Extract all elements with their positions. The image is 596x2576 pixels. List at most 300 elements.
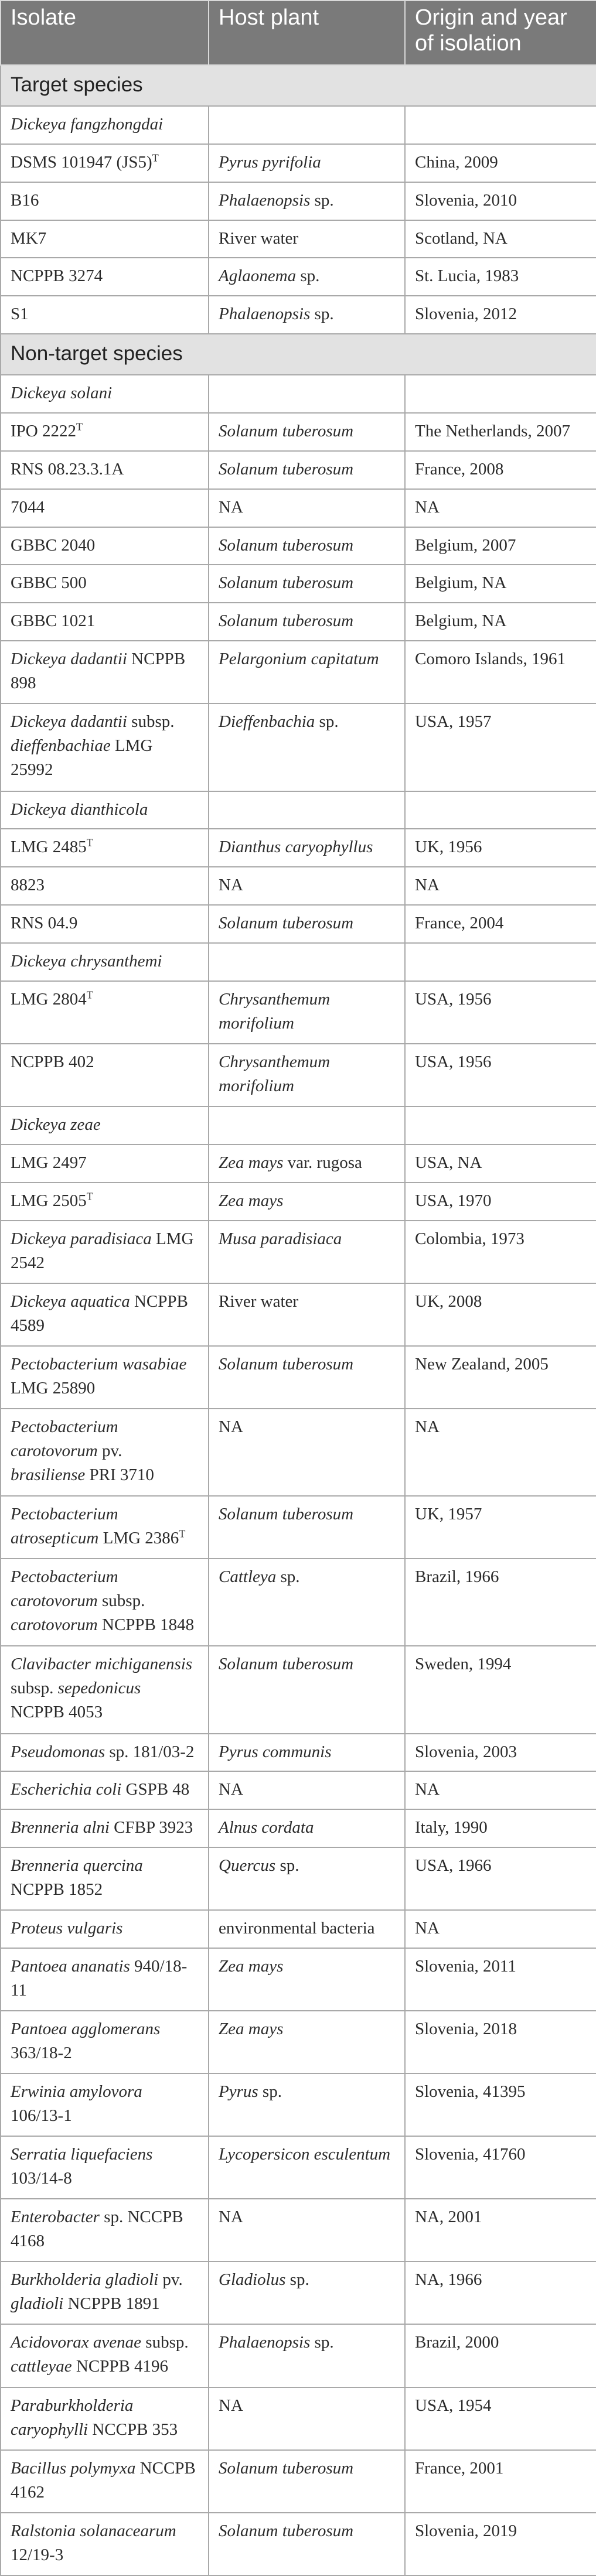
cell-text: NCPPB 4196 (71, 2357, 169, 2376)
table-row (1, 2199, 596, 2261)
origin-cell: Slovenia, 2010 (405, 182, 596, 220)
cell-text: Brenneria quercina (11, 1856, 143, 1875)
origin-cell (405, 106, 596, 144)
cell-text: LMG 25992 (11, 736, 153, 780)
table-row (1, 2450, 596, 2513)
isolate-cell (1, 943, 209, 981)
cell-text: sp. (258, 2082, 282, 2102)
cell-text: Solanum tuberosum (219, 1504, 354, 1523)
isolate-cell (1, 413, 209, 451)
origin-cell: Comoro Islands, 1961 (405, 641, 596, 703)
type-strain-mark: T (152, 152, 159, 164)
table-row (1, 943, 596, 981)
isolate-cell (1, 1283, 209, 1346)
table-row (1, 296, 596, 334)
cell-text: NCCPB 353 (88, 2420, 178, 2439)
origin-cell: NA, 1966 (405, 2261, 596, 2324)
cell-text: 940/18-11 (11, 1957, 188, 2000)
isolate-cell (1, 641, 209, 703)
table-row (1, 1496, 596, 1559)
table-row (1, 1106, 596, 1144)
cell-text: Solanum tuberosum (219, 914, 354, 933)
cell-text: Musa paradisiaca (219, 1229, 342, 1248)
host-plant-cell (209, 220, 405, 258)
cell-text: subsp. (127, 712, 175, 732)
table-row (1, 1559, 596, 1646)
table-row (1, 1809, 596, 1847)
host-plant-cell (209, 1221, 405, 1283)
cell-text: Dickeya chrysanthemi (11, 951, 162, 971)
cell-text: environmental bacteria (219, 1919, 375, 1938)
host-plant-cell (209, 1044, 405, 1106)
cell-text: 106/13-1 (11, 2106, 72, 2126)
origin-cell: Scotland, NA (405, 220, 596, 258)
table-row (1, 106, 596, 144)
section-row (1, 65, 596, 106)
cell-text: Dickeya dadantii (11, 712, 127, 732)
origin-cell: Slovenia, 41760 (405, 2136, 596, 2199)
host-plant-cell (209, 451, 405, 489)
table-row (1, 2011, 596, 2073)
host-plant-cell (209, 641, 405, 703)
origin-cell: Slovenia, 41395 (405, 2073, 596, 2136)
cell-text: sp. (275, 1856, 299, 1875)
origin-cell: Slovenia, 2011 (405, 1948, 596, 2011)
isolate-cell (1, 981, 209, 1044)
host-plant-cell (209, 1144, 405, 1183)
host-plant-cell (209, 1809, 405, 1847)
isolate-cell (1, 2136, 209, 2199)
cell-text: CFBP 3923 (109, 1818, 193, 1837)
origin-cell: NA (405, 867, 596, 905)
host-plant-cell (209, 1346, 405, 1409)
origin-cell: Slovenia, 2003 (405, 1734, 596, 1772)
host-plant-cell (209, 258, 405, 296)
cell-text: Solanum tuberosum (219, 2521, 354, 2540)
cell-text: sepedonicus (57, 1679, 141, 1698)
origin-cell: France, 2001 (405, 2450, 596, 2513)
cell-text: Pantoea agglomerans (11, 2020, 161, 2039)
table-body (1, 65, 596, 2575)
isolate-cell (1, 1183, 209, 1221)
cell-text: sp. (310, 2333, 334, 2352)
isolate-cell (1, 296, 209, 334)
cell-text: Solanum tuberosum (219, 573, 354, 593)
cell-text: NCPPB 898 (11, 650, 186, 693)
section-label: Non-target species (1, 334, 596, 375)
origin-cell: Belgium, 2007 (405, 527, 596, 565)
cell-text: Serratia liquefaciens (11, 2145, 153, 2164)
isolate-cell (1, 1221, 209, 1283)
table-row (1, 981, 596, 1044)
cell-text: pv. (97, 1441, 122, 1460)
origin-cell: NA (405, 489, 596, 527)
table-row (1, 1283, 596, 1346)
cell-text: Pectobacterium atrosepticum (11, 1504, 118, 1547)
host-plant-cell (209, 1771, 405, 1809)
origin-cell (405, 791, 596, 829)
host-plant-cell (209, 296, 405, 334)
cell-text: GBBC 2040 (11, 535, 96, 555)
host-plant-cell (209, 1646, 405, 1733)
isolate-cell (1, 220, 209, 258)
host-plant-cell (209, 703, 405, 791)
isolate-cell (1, 603, 209, 641)
origin-cell: Colombia, 1973 (405, 1221, 596, 1283)
cell-text: Solanum tuberosum (219, 1354, 354, 1374)
host-plant-cell (209, 1734, 405, 1772)
cell-text: Brenneria alni (11, 1818, 110, 1837)
cell-text: Pantoea ananatis (11, 1957, 130, 1976)
cell-text: sp. (276, 1567, 300, 1587)
isolate-cell (1, 905, 209, 943)
cell-text: NA (219, 1417, 243, 1436)
table-row (1, 413, 596, 451)
isolate-cell (1, 1106, 209, 1144)
isolate-cell (1, 527, 209, 565)
host-plant-cell (209, 106, 405, 144)
cell-text: GSPB 48 (121, 1780, 190, 1799)
cell-text: Acidovorax avenae (11, 2333, 142, 2352)
cell-text: Escherichia coli (11, 1780, 122, 1799)
host-plant-cell (209, 2513, 405, 2575)
table-row (1, 1144, 596, 1183)
origin-cell: UK, 1957 (405, 1496, 596, 1559)
cell-text: sp. NCCPB 4168 (11, 2208, 183, 2251)
host-plant-cell (209, 829, 405, 867)
host-plant-cell (209, 2261, 405, 2324)
table-row (1, 603, 596, 641)
cell-text: brasiliense (11, 1465, 86, 1484)
cell-text: Solanum tuberosum (219, 422, 354, 441)
isolate-cell (1, 1044, 209, 1106)
cell-text: NA (219, 876, 243, 895)
table-row (1, 2261, 596, 2324)
host-plant-cell (209, 2324, 405, 2387)
table-row (1, 527, 596, 565)
cell-text: NCPPB 1891 (63, 2294, 160, 2314)
host-plant-cell (209, 1559, 405, 1646)
cell-text: LMG 25890 (11, 1378, 96, 1398)
origin-cell: Belgium, NA (405, 603, 596, 641)
isolate-cell (1, 2261, 209, 2324)
table-row (1, 867, 596, 905)
host-plant-cell (209, 1847, 405, 1910)
cell-text: RNS 04.9 (11, 914, 78, 933)
cell-text: 7044 (11, 497, 45, 517)
isolate-cell (1, 1409, 209, 1496)
table-row (1, 220, 596, 258)
origin-cell: China, 2009 (405, 144, 596, 182)
cell-text: Bacillus polymyxa (11, 2458, 136, 2478)
section-row (1, 334, 596, 375)
isolate-cell (1, 703, 209, 791)
table-row (1, 1183, 596, 1221)
cell-text: subsp. (11, 1679, 58, 1698)
table-row (1, 565, 596, 603)
table-row (1, 641, 596, 703)
cell-text: Proteus vulgaris (11, 1919, 123, 1938)
isolate-cell (1, 451, 209, 489)
cell-text: Pseudomonas (11, 1742, 105, 1761)
isolate-cell (1, 2199, 209, 2261)
origin-cell: Brazil, 2000 (405, 2324, 596, 2387)
cell-text: NCPPB 4053 (11, 1703, 103, 1722)
origin-cell: UK, 2008 (405, 1283, 596, 1346)
isolate-cell (1, 144, 209, 182)
cell-text: 103/14-8 (11, 2169, 72, 2188)
cell-text: NA (219, 1780, 243, 1799)
table-row (1, 1948, 596, 2011)
table-row (1, 1847, 596, 1910)
host-plant-cell (209, 981, 405, 1044)
cell-text: Pectobacterium carotovorum (11, 1417, 118, 1460)
cell-text: LMG 2485 (11, 838, 87, 857)
table-row (1, 1646, 596, 1733)
host-plant-cell (209, 413, 405, 451)
host-plant-cell (209, 1283, 405, 1346)
cell-text: subsp. (97, 1591, 145, 1611)
host-plant-cell (209, 2011, 405, 2073)
cell-text: Pectobacterium carotovorum (11, 1567, 118, 1611)
isolate-cell (1, 1910, 209, 1948)
host-plant-cell (209, 603, 405, 641)
origin-cell: Slovenia, 2018 (405, 2011, 596, 2073)
isolate-cell (1, 867, 209, 905)
cell-text: Enterobacter (11, 2208, 100, 2227)
origin-cell: NA, 2001 (405, 2199, 596, 2261)
cell-text: sp. (310, 305, 334, 324)
isolate-cell (1, 2387, 209, 2450)
cell-text: NCPPB 1848 (97, 1615, 195, 1635)
header-origin-year: Origin and year of isolation (405, 1, 596, 65)
host-plant-cell (209, 2199, 405, 2261)
origin-cell: Slovenia, 2019 (405, 2513, 596, 2575)
cell-text: Gladiolus (219, 2270, 286, 2290)
cell-text: B16 (11, 190, 39, 210)
isolate-cell (1, 791, 209, 829)
cell-text: Pelargonium capitatum (219, 650, 379, 669)
cell-text: Zea mays (219, 1153, 284, 1172)
isolate-cell (1, 1809, 209, 1847)
isolate-cell (1, 1346, 209, 1409)
host-plant-cell (209, 1409, 405, 1496)
cell-text: RNS 08.23.3.1A (11, 459, 124, 479)
cell-text: Dickeya dadantii (11, 650, 127, 669)
origin-cell: Belgium, NA (405, 565, 596, 603)
host-plant-cell (209, 2136, 405, 2199)
host-plant-cell (209, 791, 405, 829)
isolate-cell (1, 2450, 209, 2513)
origin-cell: Sweden, 1994 (405, 1646, 596, 1733)
origin-cell: NA (405, 1771, 596, 1809)
type-strain-mark: T (86, 989, 93, 1001)
origin-cell: USA, 1957 (405, 703, 596, 791)
header-host-plant: Host plant (209, 1, 405, 65)
origin-cell: Brazil, 1966 (405, 1559, 596, 1646)
host-plant-cell (209, 2073, 405, 2136)
type-strain-mark: T (76, 421, 83, 433)
cell-text: sp. 181/03-2 (105, 1742, 195, 1761)
host-plant-cell (209, 2450, 405, 2513)
host-plant-cell (209, 1910, 405, 1948)
cell-text: NA (219, 497, 243, 517)
cell-text: Solanum tuberosum (219, 1655, 354, 1674)
cell-text: Paraburkholderia caryophylli (11, 2396, 134, 2439)
cell-text: PRI 3710 (85, 1465, 154, 1484)
cell-text: Dieffenbachia (219, 712, 315, 732)
table-row (1, 1771, 596, 1809)
cell-text: NCPPB 3274 (11, 267, 103, 286)
table-row (1, 375, 596, 413)
table-row (1, 1409, 596, 1496)
origin-cell: Italy, 1990 (405, 1809, 596, 1847)
table-row (1, 791, 596, 829)
host-plant-cell (209, 1183, 405, 1221)
cell-text: sp. (315, 712, 339, 732)
cell-text: NCCPB 4162 (11, 2458, 196, 2502)
host-plant-cell (209, 375, 405, 413)
isolate-cell (1, 182, 209, 220)
origin-cell: UK, 1956 (405, 829, 596, 867)
cell-text: LMG 2497 (11, 1153, 87, 1172)
cell-text: Clavibacter michiganensis (11, 1655, 193, 1674)
isolate-cell (1, 2011, 209, 2073)
origin-cell (405, 1106, 596, 1144)
cell-text: gladioli (11, 2294, 64, 2314)
host-plant-cell (209, 1106, 405, 1144)
cell-text: NCPPB 1852 (11, 1880, 103, 1899)
table-row (1, 489, 596, 527)
host-plant-cell (209, 2387, 405, 2450)
table-row (1, 829, 596, 867)
cell-text: Ralstonia solanacearum (11, 2521, 176, 2540)
isolate-cell (1, 1948, 209, 2011)
cell-text: NA (219, 2396, 243, 2415)
cell-text: Solanum tuberosum (219, 459, 354, 479)
cell-text: carotovorum (11, 1615, 98, 1635)
cell-text: Zea mays (219, 1957, 284, 1976)
host-plant-cell (209, 905, 405, 943)
cell-text: Pyrus communis (219, 1742, 332, 1761)
cell-text: sp. (310, 190, 334, 210)
cell-text: Chrysanthemum morifolium (219, 989, 331, 1033)
cell-text: GBBC 500 (11, 573, 87, 593)
isolate-cell (1, 1144, 209, 1183)
host-plant-cell (209, 144, 405, 182)
host-plant-cell (209, 489, 405, 527)
cell-text: Lycopersicon esculentum (219, 2145, 391, 2164)
isolate-cell (1, 1496, 209, 1559)
cell-text: River water (219, 1292, 299, 1311)
isolate-cell (1, 565, 209, 603)
cell-text: sp. (296, 267, 320, 286)
host-plant-cell (209, 1496, 405, 1559)
cell-text: Dickeya aquatica (11, 1292, 130, 1311)
table-row (1, 1044, 596, 1106)
type-strain-mark: T (86, 836, 93, 849)
isolate-cell (1, 106, 209, 144)
table-row (1, 1910, 596, 1948)
table-row (1, 1221, 596, 1283)
cell-text: LMG 2542 (11, 1229, 194, 1272)
origin-cell: USA, 1956 (405, 1044, 596, 1106)
cell-text: Dickeya paradisiaca (11, 1229, 152, 1248)
host-plant-cell (209, 565, 405, 603)
host-plant-cell (209, 943, 405, 981)
cell-text: Pyrus (219, 2082, 258, 2102)
cell-text: LMG 2804 (11, 989, 87, 1009)
cell-text: Solanum tuberosum (219, 2458, 354, 2478)
cell-text: Erwinia amylovora (11, 2082, 142, 2102)
cell-text: Aglaonema (219, 267, 297, 286)
header-row (1, 1, 596, 65)
table-row (1, 2136, 596, 2199)
cell-text: GBBC 1021 (11, 611, 96, 631)
origin-cell: NA (405, 1910, 596, 1948)
cell-text: sp. (285, 2270, 309, 2290)
host-plant-cell (209, 867, 405, 905)
origin-cell: St. Lucia, 1983 (405, 258, 596, 296)
cell-text: Cattleya (219, 1567, 277, 1587)
type-strain-mark: T (179, 1528, 186, 1540)
origin-cell: USA, 1956 (405, 981, 596, 1044)
cell-text: Alnus cordata (219, 1818, 314, 1837)
table-row (1, 451, 596, 489)
cell-text: IPO 2222 (11, 422, 76, 441)
header-isolate: Isolate (1, 1, 209, 65)
table-row (1, 182, 596, 220)
isolate-cell (1, 1559, 209, 1646)
origin-cell (405, 375, 596, 413)
cell-text: Dickeya solani (11, 384, 113, 403)
cell-text: Quercus (219, 1856, 276, 1875)
cell-text: NCPPB 402 (11, 1052, 94, 1071)
table-row (1, 144, 596, 182)
cell-text: LMG 2505 (11, 1191, 87, 1210)
cell-text: subsp. (141, 2333, 189, 2352)
cell-text: NA (219, 2208, 243, 2227)
table-header (1, 1, 596, 65)
cell-text: Phalaenopsis (219, 190, 311, 210)
table-row (1, 2324, 596, 2387)
isolate-cell (1, 1847, 209, 1910)
cell-text: DSMS 101947 (JS5) (11, 152, 152, 172)
cell-text: Chrysanthemum morifolium (219, 1052, 331, 1095)
cell-text: 363/18-2 (11, 2044, 72, 2063)
table-row (1, 2387, 596, 2450)
origin-cell: USA, 1954 (405, 2387, 596, 2450)
cell-text: LMG 2386 (98, 1528, 179, 1547)
host-plant-cell (209, 527, 405, 565)
cell-text: cattleyae (11, 2357, 72, 2376)
isolate-cell (1, 2513, 209, 2575)
isolate-cell (1, 489, 209, 527)
cell-text: Zea mays (219, 2020, 284, 2039)
table-row (1, 703, 596, 791)
section-label: Target species (1, 65, 596, 106)
cell-text: var. rugosa (283, 1153, 362, 1172)
isolate-cell (1, 829, 209, 867)
origin-cell: New Zealand, 2005 (405, 1346, 596, 1409)
cell-text: Dianthus caryophyllus (219, 838, 373, 857)
table-row (1, 905, 596, 943)
isolate-cell (1, 375, 209, 413)
origin-cell: USA, NA (405, 1144, 596, 1183)
cell-text: Dickeya dianthicola (11, 800, 148, 819)
cell-text: Pectobacterium wasabiae (11, 1354, 187, 1374)
cell-text: Dickeya zeae (11, 1115, 101, 1134)
